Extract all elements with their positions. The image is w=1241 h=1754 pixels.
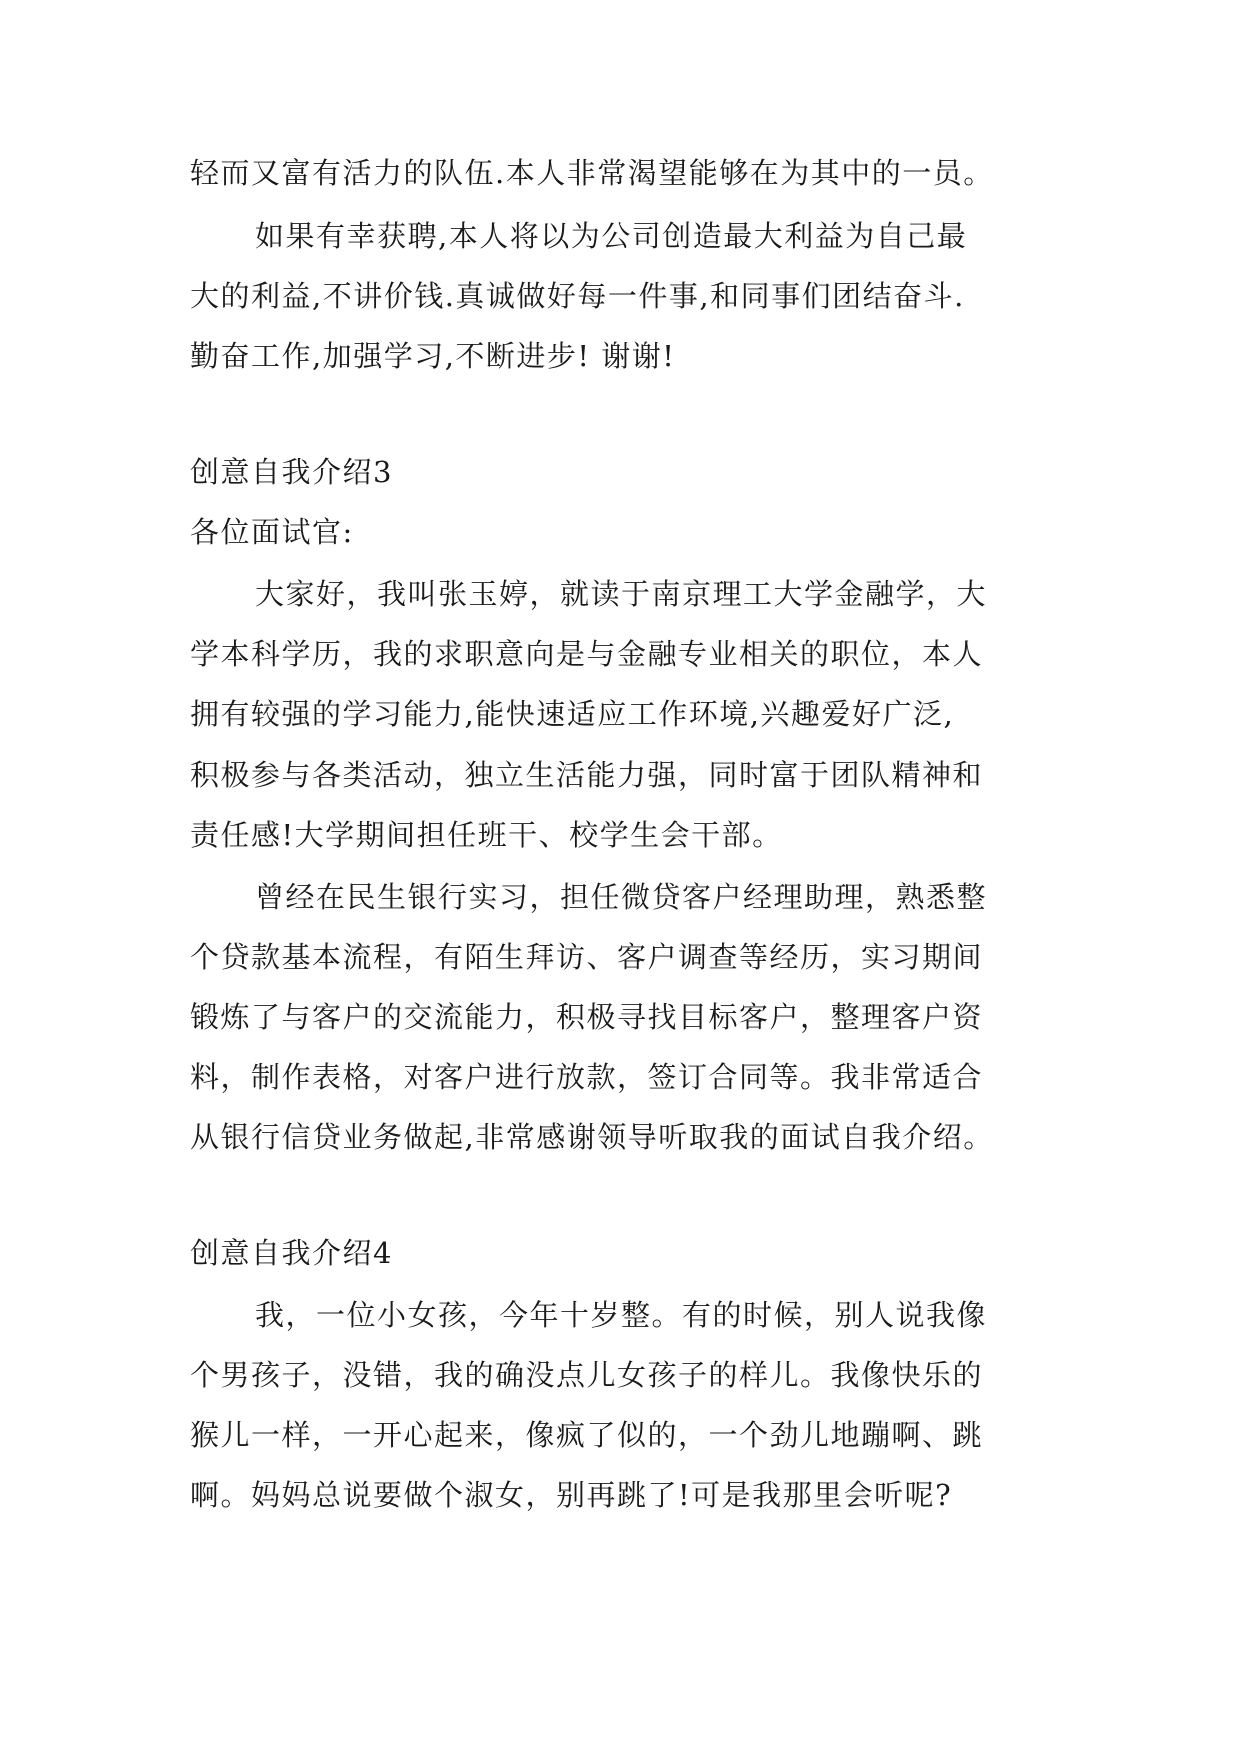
section-heading: 创意自我介绍4 — [190, 1236, 393, 1270]
salutation: 各位面试官: — [190, 515, 354, 549]
paragraph-line: 猴儿一样，一开心起来，像疯了似的，一个劲儿地蹦啊、跳 — [190, 1418, 984, 1452]
paragraph-line: 轻而又富有活力的队伍.本人非常渴望能够在为其中的一员。 — [190, 156, 994, 190]
paragraph-line: 勤奋工作,加强学习,不断进步! 谢谢! — [190, 339, 676, 373]
paragraph-line: 从银行信贷业务做起,非常感谢领导听取我的面试自我介绍。 — [190, 1120, 994, 1154]
paragraph-line: 料，制作表格，对客户进行放款，签订合同等。我非常适合 — [190, 1060, 984, 1094]
paragraph-line: 大的利益,不讲价钱.真诚做好每一件事,和同事们团结奋斗. — [190, 279, 965, 313]
paragraph-line: 个贷款基本流程，有陌生拜访、客户调查等经历，实习期间 — [190, 940, 984, 974]
paragraph-line: 大家好，我叫张玉婷，就读于南京理工大学金融学，大 — [255, 577, 988, 611]
paragraph-line: 拥有较强的学习能力,能快速适应工作环境,兴趣爱好广泛, — [190, 697, 955, 731]
paragraph-line: 责任感!大学期间担任班干、校学生会干部。 — [190, 818, 783, 852]
paragraph-line: 我，一位小女孩，今年十岁整。有的时候，别人说我像 — [255, 1298, 988, 1332]
paragraph-line: 曾经在民生银行实习，担任微贷客户经理助理，熟悉整 — [255, 880, 988, 914]
paragraph-line: 锻炼了与客户的交流能力，积极寻找目标客户，整理客户资 — [190, 1000, 984, 1034]
paragraph-line: 学本科学历，我的求职意向是与金融专业相关的职位，本人 — [190, 637, 984, 671]
paragraph-line: 啊。妈妈总说要做个淑女，别再跳了!可是我那里会听呢? — [190, 1478, 953, 1512]
paragraph-line: 积极参与各类活动，独立生活能力强，同时富于团队精神和 — [190, 758, 984, 792]
paragraph-line: 个男孩子，没错，我的确没点儿女孩子的样儿。我像快乐的 — [190, 1358, 984, 1392]
paragraph-line: 如果有幸获聘,本人将以为公司创造最大利益为自己最 — [255, 219, 968, 253]
section-heading: 创意自我介绍3 — [190, 455, 393, 489]
